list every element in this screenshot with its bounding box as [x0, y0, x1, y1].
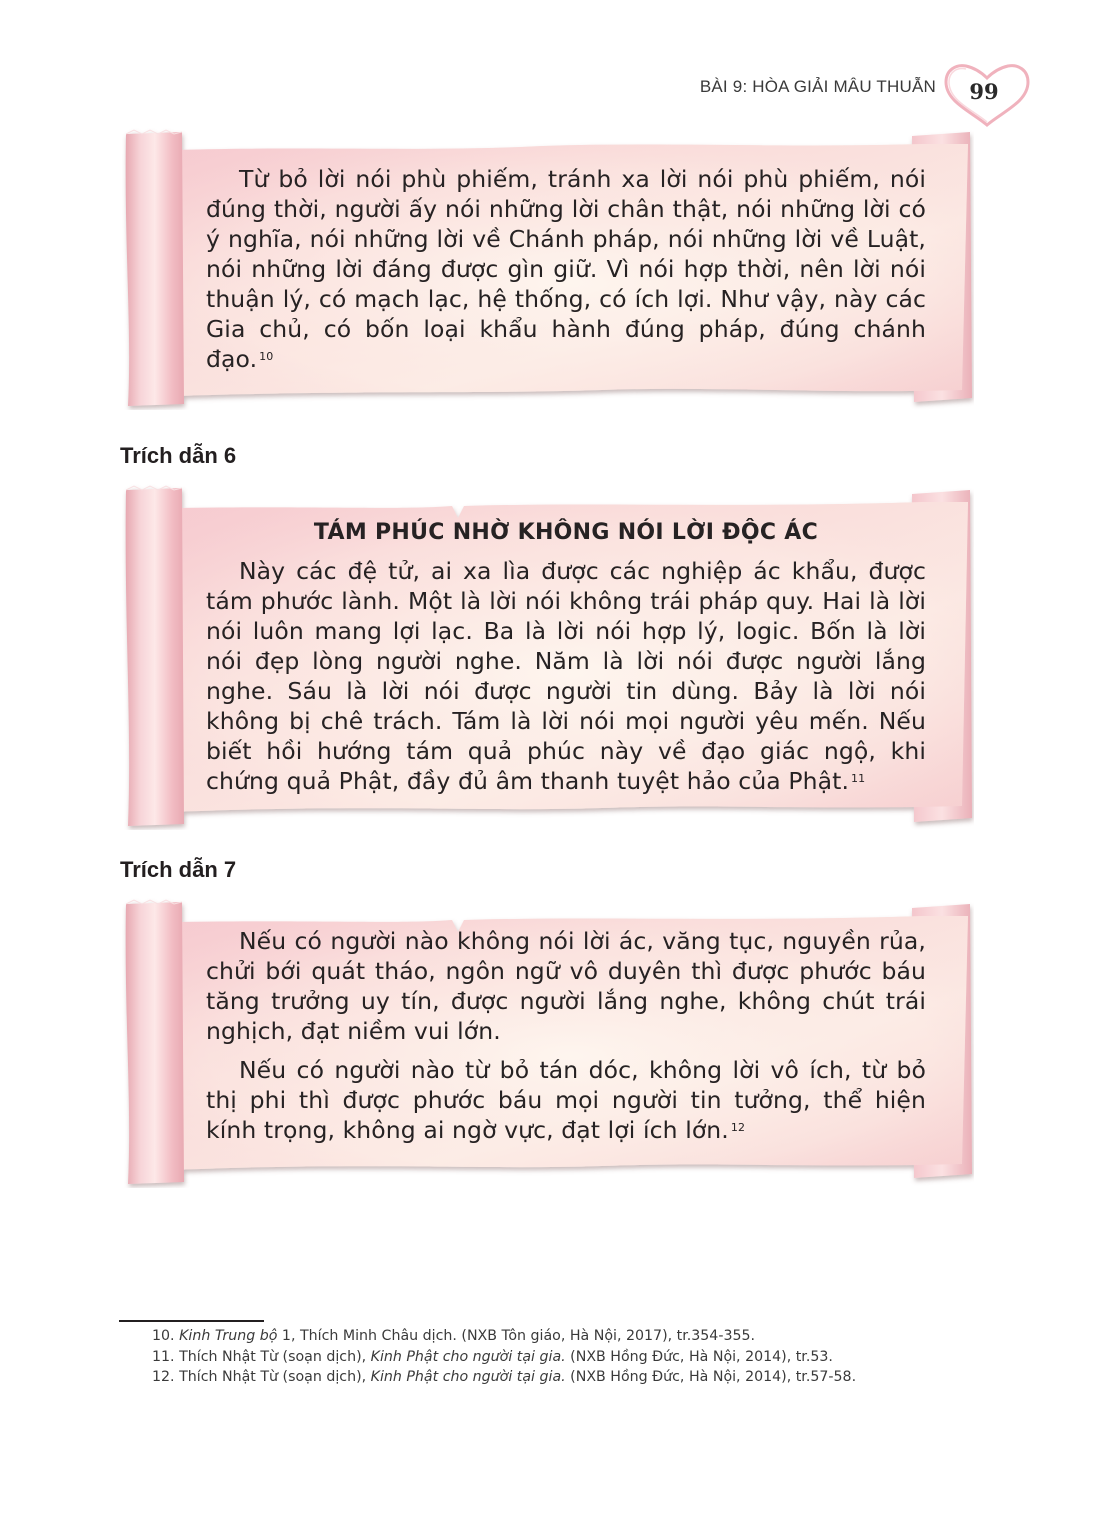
page-number: 99	[969, 79, 999, 104]
footnote-12: 12. Thích Nhật Từ (soạn dịch), Kinh Phật cho người tại gia. (NXB Hồng Đức, Hà Nội, 2014), tr.57-58.	[152, 1369, 857, 1385]
running-head: BÀI 9: HÒA GIẢI MÂU THUẪN	[699, 77, 936, 96]
quote-7-paragraph-1: Nếu có người nào không nói lời ác, văng tục, nguyền rủa, chửi bới quát tháo, ngôn ngữ vô duyên thì được phước báu tăng trưởng uy tín, được người lắng nghe, không chút trái nghịch, đạt niềm vui lớn.	[206, 927, 926, 1045]
quote-7-text	[206, 926, 926, 1145]
quote-6-heading: Trích dẫn 6	[120, 443, 237, 468]
footnote-10: 10. Kinh Trung bộ 1, Thích Minh Châu dịch. (NXB Tôn giáo, Hà Nội, 2017), tr.354-355.	[152, 1328, 756, 1344]
quote-5-text	[206, 164, 926, 374]
footnote-ref[interactable]: 12	[730, 1121, 746, 1134]
footnote-ref[interactable]: 11	[851, 772, 866, 785]
quote-5-scroll	[122, 128, 974, 410]
footnotes	[119, 1326, 989, 1388]
footnote-ref[interactable]: 10	[259, 350, 274, 363]
quote-6-scroll	[122, 484, 974, 830]
quote-6-title: TÁM PHÚC NHỜ KHÔNG NÓI LỜI ĐỘC ÁC	[313, 520, 819, 545]
page-number-heart	[942, 62, 1032, 128]
quote-7-paragraph-2: Nếu có người nào từ bỏ tán dóc, không lời vô ích, từ bỏ thị phi thì được phước báu mọi người tin tưởng, thể hiện kính trọng, không ai ngờ vực, đạt lợi ích lớn. $^{12}$	[206, 1056, 926, 1144]
quote-6-paragraph: Này các đệ tử, ai xa lìa được các nghiệp ác khẩu, được tám phước lành. Một là lời nói không trái pháp quy. Hai là lời nói luôn mang lợi lạc. Ba là lời nói hợp lý, logic. Bốn là lời nói đẹp lòng người nghe. Năm là lời nói được người lắng nghe. Sáu là lời nói được người tin dùng. Bảy là lời nói không bị chê trách. Tám là lời nói mọi người yêu mến. Nếu biết hồi hướng tám quả phúc này về đạo giác ngộ, khi chứng quả Phật, đầy đủ âm thanh tuyệt hảo của Phật. $^{11}$	[206, 557, 926, 795]
footnote-11: 11. Thích Nhật Từ (soạn dịch), Kinh Phật cho người tại gia. (NXB Hồng Đức, Hà Nội, 2014), tr.53.	[152, 1348, 833, 1365]
quote-7-heading: Trích dẫn 7	[120, 857, 237, 882]
footnote-divider	[119, 1320, 264, 1322]
quote-7-scroll	[122, 898, 974, 1188]
quote-6-text	[206, 518, 926, 796]
quote-5-paragraph: Từ bỏ lời nói phù phiếm, tránh xa lời nói phù phiếm, nói đúng thời, người ấy nói những lời chân thật, nói những lời có ý nghĩa, nói những lời về Chánh pháp, nói những lời về Luật, nói những lời đáng được gìn giữ. Vì nói hợp thời, nên lời nói thuận lý, có mạch lạc, hệ thống, có ích lợi. Như vậy, này các Gia chủ, có bốn loại khẩu hành đúng pháp, đúng chánh đạo. $^{10}$	[206, 165, 926, 373]
